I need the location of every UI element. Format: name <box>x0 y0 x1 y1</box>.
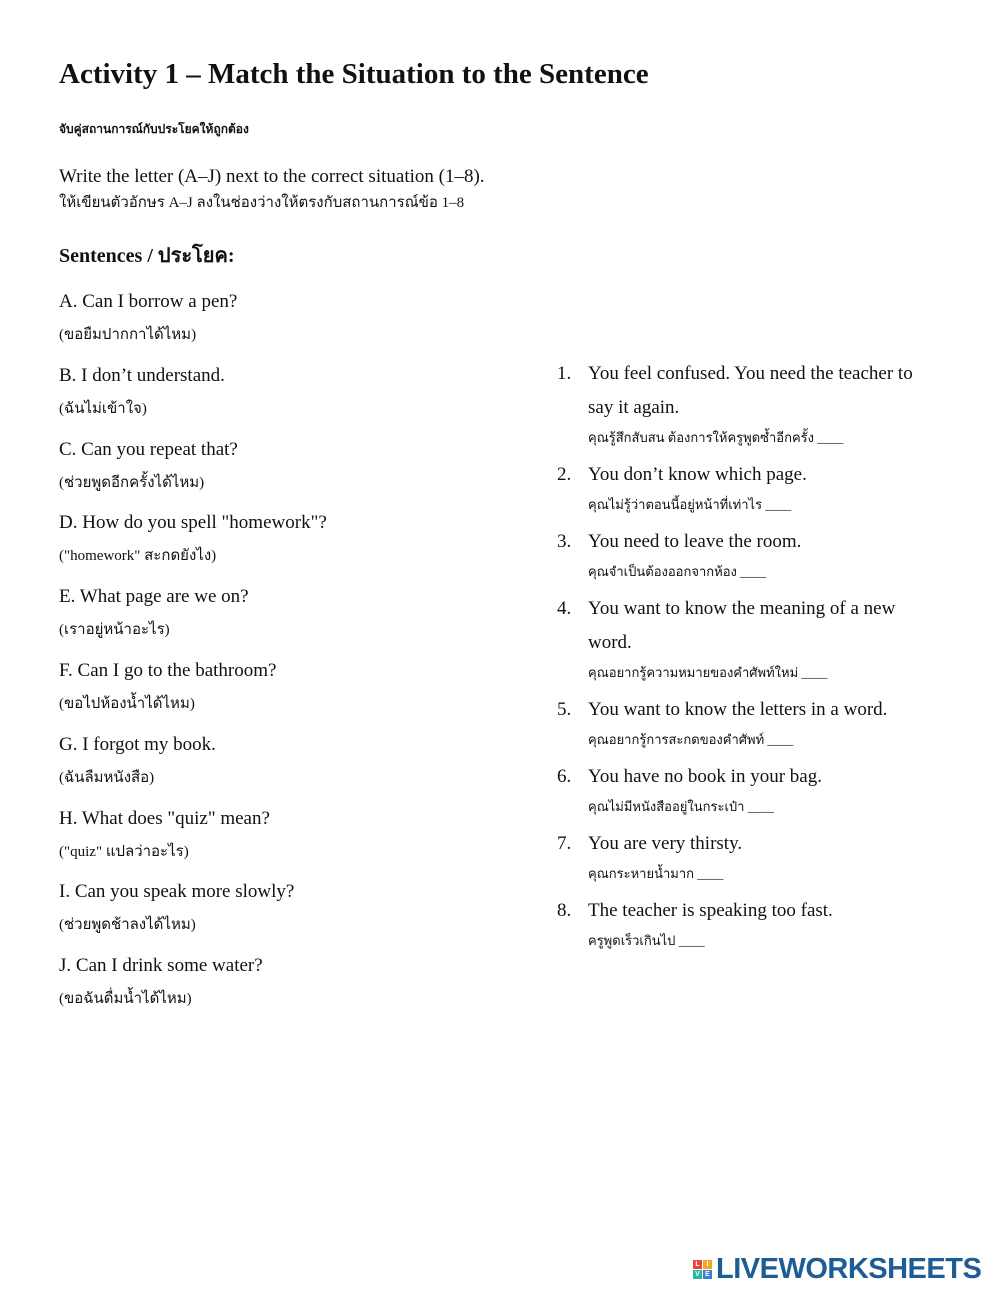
situation-number: 3. <box>557 531 572 552</box>
situation-english: You want to know the letters in a word. <box>588 699 888 720</box>
sentence-list <box>59 289 499 1027</box>
sentence-english: C. Can you repeat that? <box>59 438 238 460</box>
sentence-item <box>59 806 499 880</box>
sentence-thai: (ขอฉันดื่มน้ำได้ไหม) <box>59 991 192 1008</box>
logo-wordmark: LIVEWORKSHEETS <box>716 1252 982 1285</box>
situation-thai-with-answer-blank[interactable]: คุณจำเป็นต้องออกจากห้อง ____ <box>588 564 767 579</box>
sentence-thai: (ขอไปห้องน้ำได้ไหม) <box>59 695 195 712</box>
situation-english: The teacher is speaking too fast. <box>588 900 833 921</box>
situation-thai-with-answer-blank[interactable]: คุณไม่มีหนังสืออยู่ในกระเป๋า ____ <box>588 799 774 814</box>
sentences-heading: Sentences / ประโยค: <box>59 245 235 267</box>
sentence-item <box>59 953 499 1027</box>
logo-mark-icon <box>693 1260 712 1279</box>
sentence-english: D. How do you spell "homework"? <box>59 512 327 534</box>
situation-thai-with-answer-blank[interactable]: คุณกระหายน้ำมาก ____ <box>588 866 724 881</box>
sentence-item <box>59 363 499 437</box>
sentence-thai: ("homework" สะกดยังไง) <box>59 548 217 565</box>
sentence-english: E. What page are we on? <box>59 586 249 608</box>
situation-thai-with-answer-blank[interactable]: คุณอยากรู้ความหมายของคำศัพท์ใหม่ ____ <box>588 665 828 680</box>
sentence-thai: (ช่วยพูดอีกครั้งได้ไหม) <box>59 474 205 491</box>
situation-english: You are very thirsty. <box>588 833 743 854</box>
sentence-thai: (ช่วยพูดช้าลงได้ไหม) <box>59 917 196 934</box>
situation-english: You feel confused. You need the teacher to say it again. <box>588 363 913 418</box>
situation-item <box>557 592 942 686</box>
situation-number: 1. <box>557 363 572 384</box>
sentence-item <box>59 510 499 584</box>
logo-mark-tile: L <box>693 1260 702 1269</box>
sentence-thai: ("quiz" แปลว่าอะไร) <box>59 843 189 860</box>
sentence-thai: (ขอยืมปากกาได้ไหม) <box>59 327 197 343</box>
page-subtitle-thai: จับคู่สถานการณ์กับประโยคให้ถูกต้อง <box>59 122 249 136</box>
instructions-thai: ให้เขียนตัวอักษร A–J ลงในช่องว่างให้ตรงกับสถานการณ์ข้อ 1–8 <box>59 195 465 211</box>
situation-english: You have no book in your bag. <box>588 766 822 787</box>
situation-number: 8. <box>557 900 572 921</box>
sentence-english: A. Can I borrow a pen? <box>59 291 238 312</box>
sentence-item <box>59 289 499 363</box>
situation-thai-with-answer-blank[interactable]: คุณรู้สึกสับสน ต้องการให้ครูพูดซ้ำอีกครั้ง ____ <box>588 430 844 445</box>
situation-thai-with-answer-blank[interactable]: คุณไม่รู้ว่าตอนนี้อยู่หน้าที่เท่าไร ____ <box>588 497 792 512</box>
sentence-thai: (ฉันไม่เข้าใจ) <box>59 400 147 417</box>
sentence-item <box>59 658 499 732</box>
situation-item <box>557 760 942 820</box>
situation-english: You don’t know which page. <box>588 464 807 485</box>
situation-english: You need to leave the room. <box>588 531 802 552</box>
situation-item <box>557 827 942 887</box>
situation-list <box>557 357 942 961</box>
liveworksheets-logo <box>693 1252 981 1286</box>
sentence-english: F. Can I go to the bathroom? <box>59 659 277 681</box>
sentence-english: G. I forgot my book. <box>59 733 216 755</box>
sentence-thai: (ฉันลืมหนังสือ) <box>59 769 155 786</box>
situation-english: You want to know the meaning of a new word. <box>588 598 896 653</box>
situation-number: 2. <box>557 464 572 485</box>
sentence-english: J. Can I drink some water? <box>59 955 263 977</box>
sentence-english: I. Can you speak more slowly? <box>59 881 295 903</box>
sentence-item <box>59 879 499 953</box>
situation-item <box>557 458 942 518</box>
situation-number: 6. <box>557 766 572 787</box>
situation-number: 7. <box>557 833 572 854</box>
logo-mark-tile: V <box>693 1270 702 1279</box>
sentence-english: H. What does "quiz" mean? <box>59 807 270 829</box>
situation-item <box>557 525 942 585</box>
sentence-item <box>59 584 499 658</box>
sentence-english: B. I don’t understand. <box>59 364 225 386</box>
instructions-english: Write the letter (A–J) next to the correct situation (1–8). <box>59 166 485 187</box>
situation-item <box>557 894 942 954</box>
sentence-item <box>59 437 499 511</box>
logo-mark-tile: E <box>703 1270 712 1279</box>
page-title: Activity 1 – Match the Situation to the Sentence <box>59 58 649 90</box>
situation-item <box>557 357 942 451</box>
sentence-item <box>59 732 499 806</box>
sentence-thai: (เราอยู่หน้าอะไร) <box>59 622 170 639</box>
logo-mark-tile: I <box>703 1260 712 1269</box>
situation-thai-with-answer-blank[interactable]: คุณอยากรู้การสะกดของคำศัพท์ ____ <box>588 732 794 747</box>
situation-thai-with-answer-blank[interactable]: ครูพูดเร็วเกินไป ____ <box>588 933 705 948</box>
situation-item <box>557 693 942 753</box>
situation-number: 4. <box>557 598 572 619</box>
situation-number: 5. <box>557 699 572 720</box>
